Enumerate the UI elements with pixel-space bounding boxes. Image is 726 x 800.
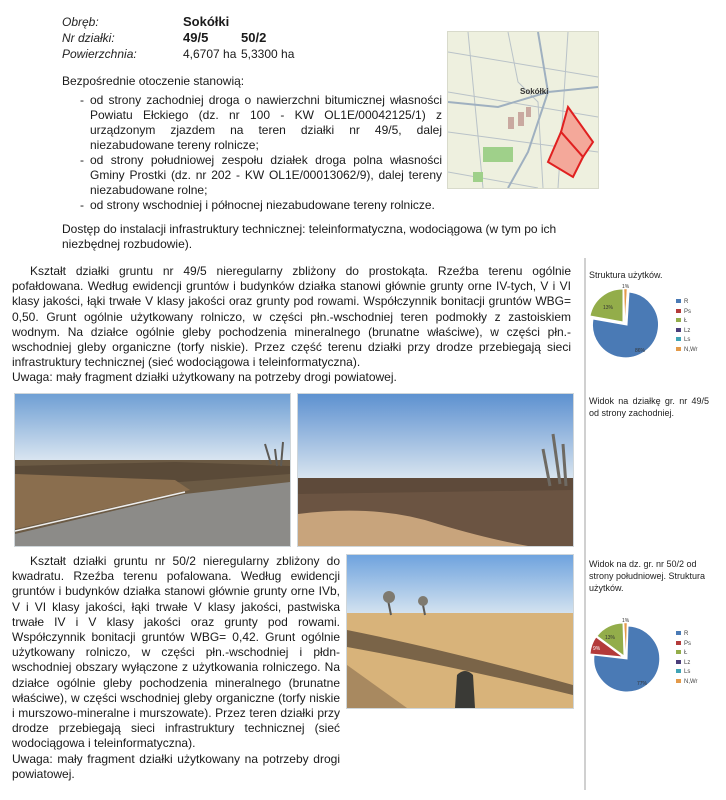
column-divider (584, 258, 586, 790)
chart-2-legend (676, 630, 698, 687)
legend-item: Ł (676, 317, 698, 327)
legend-item: Ls (676, 668, 698, 678)
plot-49-5-description (12, 264, 571, 386)
svg-text:13%: 13% (603, 305, 614, 311)
svg-text:1%: 1% (622, 284, 630, 290)
header-label: Obręb: (62, 15, 99, 29)
legend-item: Ł (676, 649, 698, 659)
parcel-header (62, 14, 311, 62)
svg-text:9%: 9% (593, 646, 601, 652)
list-item: - od strony zachodniej droga o nawierzchni bitumicznej własności Powiatu Ełckiego (dz. nr 100 - KW OL1E/00042125/1) z urządzonym zjazdem na teren działki nr 49/5, dalej niezabudowane tereny rolnicze; (80, 93, 442, 153)
chart-1-title: Struktura użytków. (589, 270, 663, 280)
list-item: - od strony południowej zespołu działek droga polna własności Gminy Prostki (dz. nr 202 - KW OL1E/00013062/9), dalej tereny niezabudowane rolne; (80, 153, 442, 198)
map-image (448, 32, 598, 188)
svg-text:86%: 86% (635, 348, 646, 354)
header-row-obreb (62, 14, 311, 30)
legend-item: N,Wr (676, 678, 698, 688)
list-item: - od strony wschodniej i północnej niezabudowane tereny rolnicze. (80, 198, 442, 213)
legend-item: R (676, 630, 698, 640)
pie-chart-49-5 (587, 284, 667, 366)
plot-50-2-note: Uwaga: mały fragment działki użytkowany na potrzeby drogi powiatowej. (12, 751, 340, 781)
infrastructure-access: Dostęp do instalacji infrastruktury technicznej: teleinformatyczna, wodociągowa (w tym po ich niezbędnej rozbudowie). (62, 222, 557, 251)
parcel-number-1: 49/5 (183, 30, 209, 45)
legend-item: Lz (676, 327, 698, 337)
parcel-area-1: 4,6707 ha (183, 47, 237, 61)
plot-49-5-note: Uwaga: mały fragment działki użytkowany na potrzeby drogi powiatowej. (12, 370, 397, 385)
header-row-area (62, 46, 311, 62)
plot-50-2-text: Kształt działki gruntu nr 50/2 nieregularny zbliżony do kwadratu. Rzeźba terenu pofalowana. Według ewidencji gruntów i budynków działka stanowi głównie grunty orne IVb, V i VI klasy jakości, łąki trwałe V klasy jakości, pastwiska trwałe IV i V klasy jakości oraz grunty pod rowami. Współczynnik bonitacji gruntów WBG= 0,42. Grunt ogólnie użytkowany rolniczo, w części płn.-wschodniej i płdn-wschodniej obszary wyłączone z użytkowania rolniczego. Na działce ogólnie gleby pochodzenia mineralnego (brunatne właściwe), w części wschodniej gleby organiczne (torfy niskie i murszowo-mineralne i murszowate). Przez teren działki przy drodze przebiegają sieci infrastruktury technicznej (sieć wodociągowa i teleinformatyczna). (12, 554, 340, 751)
chart-1-legend (676, 298, 698, 355)
legend-item: Ps (676, 640, 698, 650)
legend-item: R (676, 298, 698, 308)
obreb-value: Sokółki (183, 14, 230, 29)
plot-49-5-text: Kształt działki gruntu nr 49/5 nieregularny zbliżony do prostokąta. Rzeźba terenu ogólnie pofałdowana. Według ewidencji gruntów i budynków działka stanowi głównie grunty orne IV-tych, V i VI klasy jakości, łąki trwałe V klasy jakości oraz grunty pod rowami. Współczynnik bonitacji gruntów WBG= 0,50. Grunt ogólnie użytkowany rolniczo, w części płn.-wschodniej teren podmokły z zastoiskiem wodnym. Na działce ogólnie gleby pochodzenia mineralnego (brunatne właściwe), w części płn.-wschodniej gleby organiczne (torfy niskie). Przez część terenu działki przy drodze przebiegają sieci infrastruktury technicznej (sieć wodociągowa i teleinformatyczna). (12, 264, 571, 370)
photo-field-south (346, 554, 574, 709)
photo-field-west (297, 393, 574, 547)
plot-50-2-description (12, 554, 340, 782)
surroundings-section (62, 74, 442, 213)
location-map (447, 31, 599, 189)
surroundings-lead: Bezpośrednie otoczenie stanowią: (62, 74, 245, 88)
surroundings-list (80, 93, 442, 213)
legend-item: N,Wr (676, 346, 698, 356)
header-row-nr (62, 30, 311, 46)
svg-text:Sokółki: Sokółki (520, 87, 549, 96)
header-label: Powierzchnia: (62, 47, 137, 61)
parcel-number-2: 50/2 (241, 30, 267, 45)
legend-item: Ps (676, 308, 698, 318)
svg-text:1%: 1% (622, 618, 630, 624)
svg-text:13%: 13% (605, 635, 616, 641)
svg-text:77%: 77% (637, 681, 648, 687)
photo-caption-49-5: Widok na działkę gr. nr 49/5 od strony zachodniej. (589, 396, 709, 418)
pie-chart-50-2 (587, 617, 667, 697)
legend-item: Ls (676, 336, 698, 346)
photo-road-west (14, 393, 291, 547)
header-label: Nr działki: (62, 31, 115, 45)
parcel-area-2: 5,3300 ha (241, 47, 295, 61)
legend-item: Lz (676, 659, 698, 669)
photo-caption-50-2: Widok na dz. gr. nr 50/2 od strony południowej. Struktura użytków. (589, 559, 706, 593)
